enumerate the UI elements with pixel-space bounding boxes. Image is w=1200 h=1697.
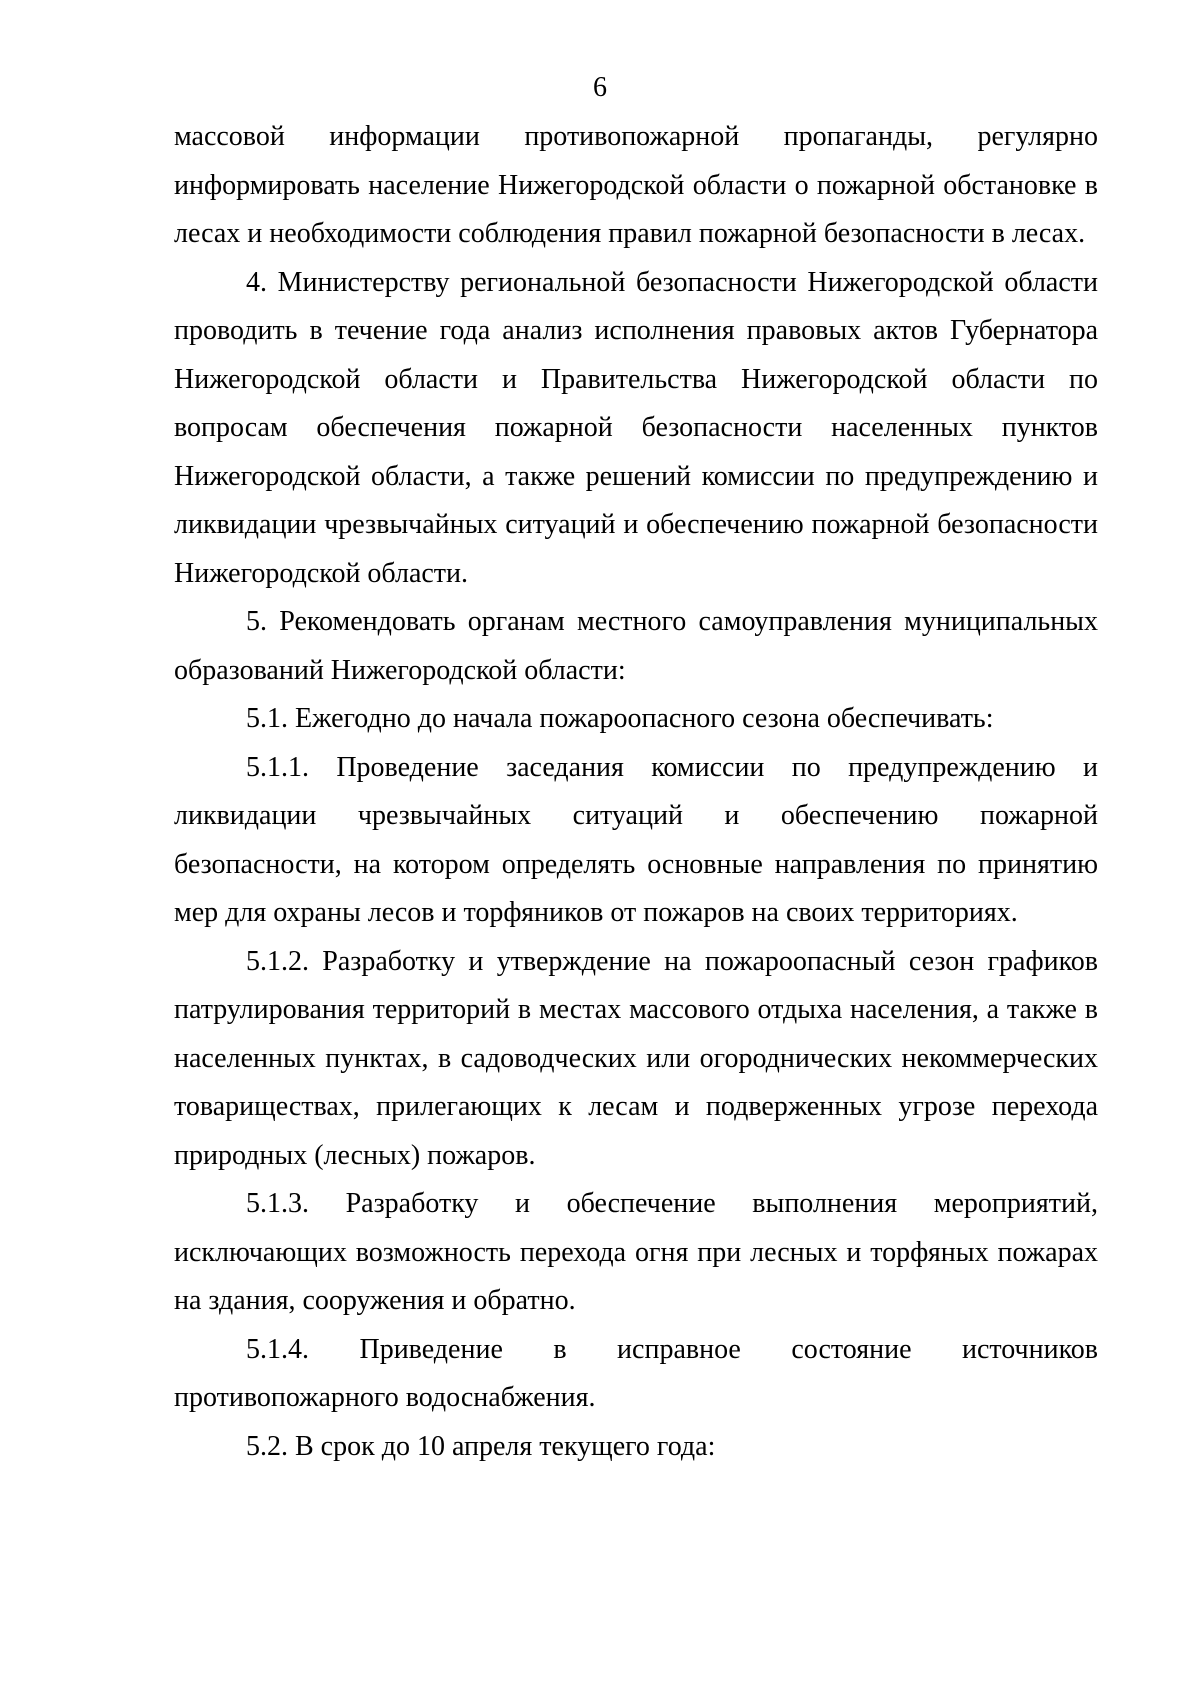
paragraph-5-1-3: 5.1.3. Разработку и обеспечение выполнения мероприятий, исключающих возможность перехода огня при лесных и торфяных пожарах на здания, сооружения и обратно.	[174, 1188, 1098, 1316]
paragraph-5-2: 5.2. В срок до 10 апреля текущего года:	[246, 1430, 716, 1462]
paragraph-5-1-4: 5.1.4. Приведение в исправное состояние источников противопожарного водоснабжения.	[174, 1333, 1098, 1413]
paragraph-5: 5. Рекомендовать органам местного самоуправления муниципальных образований Нижегородской области:	[174, 606, 1098, 686]
document-body	[174, 113, 1098, 1471]
paragraph-5-1-1: 5.1.1. Проведение заседания комиссии по предупреждению и ликвидации чрезвычайных ситуаций и обеспечению пожарной безопасности, на котором определять основные направления по принятию мер для охраны лесов и торфяников от пожаров на своих территориях.	[174, 751, 1098, 928]
paragraph-5-1-2: 5.1.2. Разработку и утверждение на пожароопасный сезон графиков патрулирования территорий в местах массового отдыха населения, а также в населенных пунктах, в садоводческих или огороднических некоммерческих товариществах, прилегающих к лесам и подверженных угрозе перехода природных (лесных) пожаров.	[174, 945, 1098, 1171]
paragraph-4: 4. Министерству региональной безопасности Нижегородской области проводить в течение года анализ исполнения правовых актов Губернатора Нижегородской области и Правительства Нижегородской области по вопросам обеспечения пожарной безопасности населенных пунктов Нижегородской области, а также решений комиссии по предупреждению и ликвидации чрезвычайных ситуаций и обеспечению пожарной безопасности Нижегородской области.	[174, 266, 1098, 589]
page-number: 6	[593, 72, 607, 103]
paragraph-continuation: массовой информации противопожарной пропаганды, регулярно информировать население Нижегородской области о пожарной обстановке в лесах и необходимости соблюдения правил пожарной безопасности в лесах.	[174, 121, 1098, 249]
paragraph-5-1: 5.1. Ежегодно до начала пожароопасного сезона обеспечивать:	[246, 703, 994, 734]
